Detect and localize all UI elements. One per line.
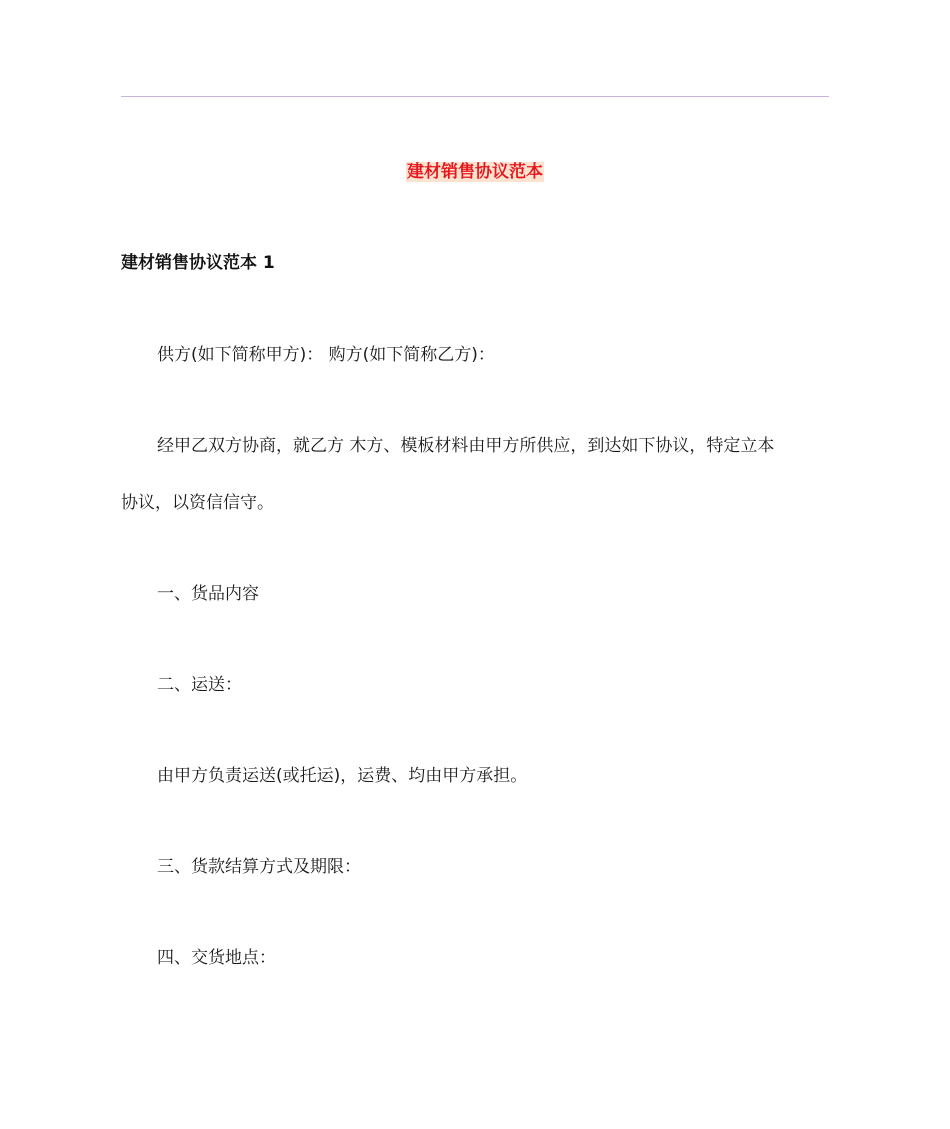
clause-goods-content: 一、货品内容 [157,584,259,604]
clause-payment-terms: 三、货款结算方式及期限： [157,857,361,877]
document-title [0,160,950,184]
clause-transport-detail: 由甲方负责运送(或托运)，运费、均由甲方承担。 [157,766,528,786]
document-title-text: 建材销售协议范本 [407,162,543,182]
intro-paragraph-line2: 协议，以资信信守。 [121,493,274,513]
parties-paragraph: 供方(如下简称甲方)： 购方(如下简称乙方)： [157,345,495,365]
clause-transport: 二、运送： [157,675,242,695]
clause-delivery-location: 四、交货地点： [157,948,276,968]
header-rule [121,96,829,97]
section-heading: 建材销售协议范本 1 [121,253,275,273]
intro-paragraph-line1: 经甲乙双方协商，就乙方 木方、模板材料由甲方所供应，到达如下协议，特定立本 [157,436,775,456]
